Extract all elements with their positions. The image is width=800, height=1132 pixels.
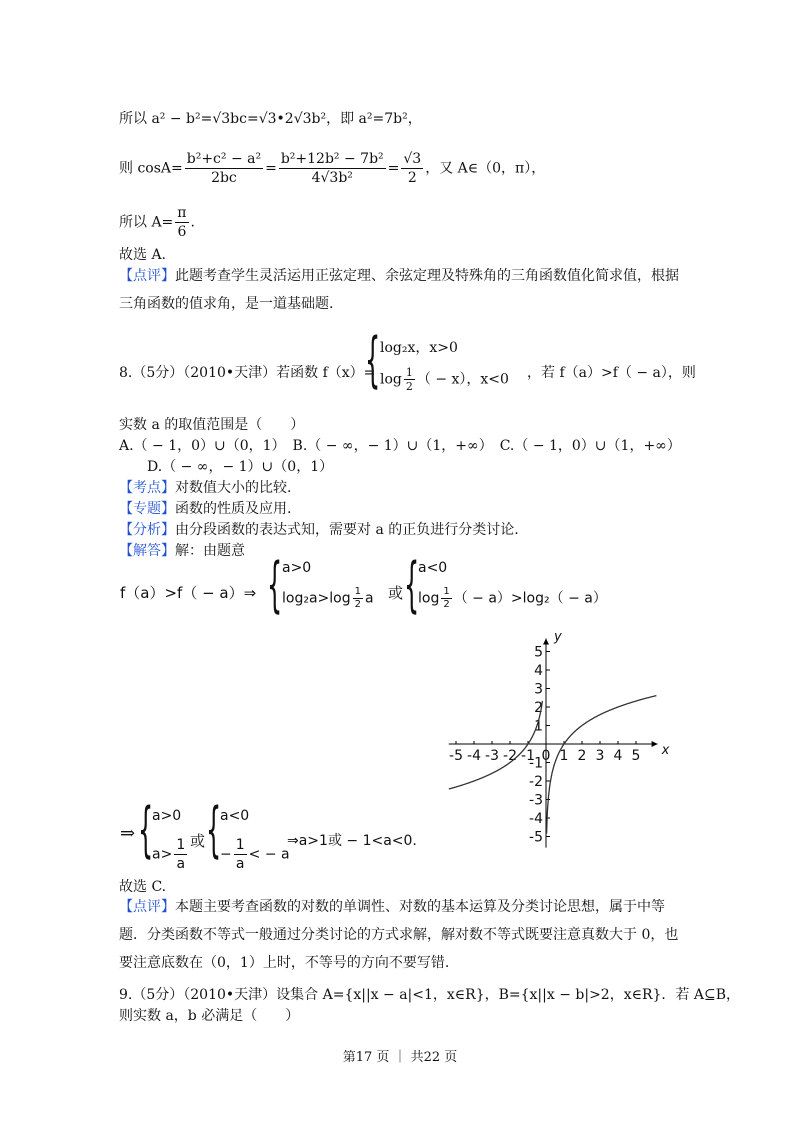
- curve-log2: [547, 696, 657, 834]
- sys4-a: a<0: [220, 808, 250, 824]
- x-tick-label: 2: [577, 748, 587, 764]
- sys2-b: log $\frac{1}{2}$ （ − a）>log₂（ − a）: [418, 586, 607, 610]
- q8-options-2: D.（ − ∞，− 1）∪（0，1）: [147, 459, 334, 475]
- or-1: 或: [388, 584, 404, 602]
- q8-stem: 8.（5分）（2010•天津）若函数 f（x）=: [119, 365, 376, 381]
- log-graph: [436, 618, 686, 848]
- x-tick-label: -1: [521, 748, 535, 764]
- y-tick-label: -3: [529, 792, 543, 809]
- step2-arrow: ⇒: [120, 823, 136, 844]
- q8-case-1: log₂x，x>0: [380, 340, 458, 356]
- sys1-b: log₂a>log $\frac{1}{2}$ a: [282, 586, 374, 610]
- q8-brace: {: [365, 325, 381, 395]
- sys2-brace: {: [404, 550, 420, 620]
- x-tick-label: -4: [467, 748, 481, 764]
- cos-suffix: ，又 A∈（0，π），: [425, 160, 546, 177]
- cos-fraction-1: $\frac{\text{b²+c² − a²}}{2bc}$: [186, 151, 262, 186]
- y-tick-label: -5: [529, 829, 543, 846]
- x-tick-label: 4: [613, 748, 623, 764]
- comment-tag-2: 【点评】: [119, 899, 175, 915]
- comment-1: 【点评】此题考查学生灵活运用正弦定理、余弦定理及特殊角的三角函数值化简求值，根据三角函数的值求角，是一道基础题.: [119, 268, 679, 312]
- x-tick-label: -5: [449, 748, 463, 764]
- sys4-b: − $\frac{1}{a}$ < − a: [220, 837, 290, 872]
- y-tick-label: -1: [529, 755, 543, 772]
- result: ⇒a>1或 − 1<a<0.: [287, 833, 417, 849]
- solution-line-1: 所以 a² − b²=√3bc=√3•2√3b²，即 a²=7b²，: [119, 111, 422, 127]
- q8-stem-suffix: ，若 f（a）>f（ − a），则: [527, 365, 696, 381]
- q8-kaodian: 【考点】对数值大小的比较.: [119, 480, 292, 496]
- y-axis-label: y: [554, 629, 562, 645]
- x-tick-label: 1: [559, 748, 569, 764]
- y-tick-label: -2: [529, 774, 543, 790]
- x-axis-label: x: [661, 743, 670, 758]
- cos-fraction-2: $\frac{\text{b²+12b² − 7b²}}{\text{4√3b²}}$: [280, 151, 384, 186]
- ineq-left: f（a）>f（ − a）⇒: [120, 584, 257, 602]
- answer-c: 故选 C.: [119, 879, 167, 895]
- cos-equation: 则 cosA= $\frac{\text{b²+c² − a²}}{2bc}$ = $\frac{\text{b²+12b² − 7b²}}{\text{4√3b²}}$ = $\frac{√3}{2}$ ，又 A∈（0，π），: [119, 151, 546, 186]
- x-tick-label: 3: [595, 748, 605, 764]
- or-2: 或: [190, 832, 206, 850]
- angle-fraction: $\frac{\pi}{6}$: [177, 205, 187, 240]
- comment-tag: 【点评】: [119, 268, 175, 284]
- sys3-b: a> $\frac{1}{a}$: [152, 837, 186, 872]
- y-tick-label: 5: [534, 644, 543, 661]
- q8-case-2: log $\frac{1}{2}$ （ − x），x<0: [380, 366, 509, 393]
- y-tick-label: -4: [529, 811, 543, 827]
- x-tick-label: 0: [541, 748, 551, 764]
- y-tick-label: 3: [534, 681, 543, 698]
- sys4-brace: {: [206, 795, 222, 865]
- y-tick-label: 2: [534, 700, 543, 716]
- answer-a: 故选 A.: [119, 247, 167, 263]
- q8-zhuanti: 【专题】函数的性质及应用.: [119, 501, 292, 517]
- x-tick-label: -2: [503, 748, 517, 764]
- sys1-a: a>0: [282, 560, 312, 576]
- sys3-a: a>0: [152, 808, 182, 824]
- cos-fraction-3: $\frac{√3}{2}$: [403, 151, 422, 186]
- y-tick-label: 4: [534, 663, 543, 679]
- y-axis-arrow: [543, 639, 549, 645]
- q8-options-1: A.（ − 1，0）∪（0，1） B.（ − ∞，− 1）∪（1，+∞） C.（ − 1，0）∪（1，+∞）: [119, 438, 681, 454]
- sys1-brace: {: [267, 550, 283, 620]
- angle-equation: 所以 A= $\frac{\pi}{6}$ .: [119, 205, 195, 240]
- q8-stem-line-2: 实数 a 的取值范围是（ ）: [119, 417, 305, 433]
- y-tick-label: 1: [534, 718, 543, 735]
- page-footer: 第17 页 ｜ 共22 页: [342, 1050, 458, 1065]
- q8-fenxi: 【分析】由分段函数的表达式知，需要对 a 的正负进行分类讨论.: [119, 522, 519, 538]
- q8-jieda: 【解答】解：由题意: [119, 543, 245, 559]
- x-axis-arrow: [652, 741, 658, 747]
- x-tick-label: -3: [485, 748, 499, 764]
- q9-line-2: 则实数 a，b 必满足（ ）: [119, 1008, 300, 1024]
- x-tick-label: 5: [631, 748, 641, 764]
- comment-2: 【点评】本题主要考查函数的对数的单调性、对数的基本运算及分类讨论思想，属于中等题．分类函数不等式一般通过分类讨论的方式求解，解对数不等式既要注意真数大于 0，也要注意底数在（0，1）上时，不等号的方向不要写错.: [119, 899, 679, 971]
- sys3-brace: {: [138, 795, 154, 865]
- cos-prefix: 则 cosA=: [119, 160, 183, 177]
- q9-line-1: 9.（5分）（2010•天津）设集合 A={x||x − a|<1，x∈R}，B={x||x − b|>2，x∈R}．若 A⊆B，: [119, 987, 740, 1003]
- sys2-a: a<0: [418, 560, 448, 576]
